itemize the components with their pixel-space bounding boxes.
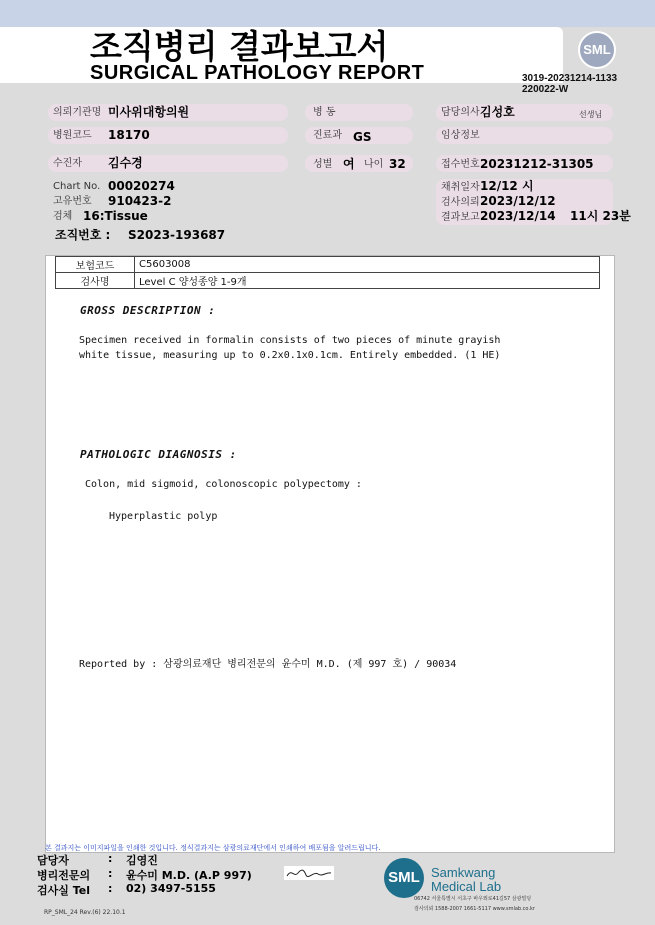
pathologic-diagnosis-heading: PATHOLOGIC DIAGNOSIS :	[80, 448, 237, 461]
gross-description-line2: white tissue, measuring up to 0.2x0.1x0.1cm. Entirely embedded. (1 HE)	[79, 350, 501, 361]
lab-tel-value: 02) 3497-5155	[126, 882, 216, 895]
institution-value: 미사위대항의원	[108, 105, 190, 119]
request-label: 검사의뢰	[441, 197, 480, 208]
brand-address: 06742 서울특별시 서초구 바우뫼로41길57 삼광빌딩	[414, 896, 532, 902]
age-value: 32	[389, 157, 406, 171]
insurance-code-label: 보험코드	[56, 257, 135, 273]
request-value: 2023/12/12	[480, 194, 556, 208]
gross-description-heading: GROSS DESCRIPTION :	[80, 304, 216, 317]
hospital-code-value: 18170	[108, 128, 150, 142]
hospital-code-label: 병원코드	[53, 130, 92, 141]
code-table	[55, 256, 600, 289]
chart-no-value: 00020274	[108, 179, 175, 193]
form-number: RP_SML_24 Rev.(6) 22.10.1	[44, 909, 126, 916]
table-row	[56, 273, 600, 289]
doctor-suffix: 선생님	[579, 110, 603, 119]
chart-no-label: Chart No.	[53, 181, 101, 192]
result-value: 2023/12/14	[480, 209, 556, 223]
patient-value: 김수경	[108, 156, 143, 170]
brand-contact: 검사의뢰 1588-2007 1661-5117 www.smlab.co.kr	[414, 906, 535, 912]
sml-logo-icon: SML	[578, 31, 616, 69]
lab-tel-label: 검사실 Tel	[37, 884, 90, 897]
header-top-strip	[0, 0, 655, 27]
diagnosis-result: Hyperplastic polyp	[109, 511, 218, 522]
result-time: 11시 23분	[570, 209, 631, 223]
ward-label: 병 동	[313, 107, 336, 118]
manager-label: 담당자	[37, 854, 69, 867]
institution-label: 의뢰기관명	[53, 107, 102, 118]
specimen-label: 검체	[53, 211, 73, 222]
receipt-label: 접수번호	[441, 159, 480, 170]
report-title-english: SURGICAL PATHOLOGY REPORT	[90, 62, 425, 84]
unique-no-label: 고유번호	[53, 196, 92, 207]
specimen-value: 16:Tissue	[83, 209, 148, 223]
tissue-no-value: S2023-193687	[128, 228, 226, 242]
test-name-label: 검사명	[56, 273, 135, 289]
manager-colon: :	[108, 852, 113, 865]
collect-label: 채취일자	[441, 182, 480, 193]
reported-by: Reported by : 삼광의료재단 병리전문의 윤수미 M.D. (제 997 호) / 90034	[79, 659, 457, 670]
doctor-label: 담당의사	[441, 107, 480, 118]
pathologist-value: 윤수미 M.D. (A.P 997)	[126, 869, 252, 882]
diagnosis-site: Colon, mid sigmoid, colonoscopic polypectomy :	[85, 479, 362, 490]
doctor-value: 김성호	[480, 105, 515, 119]
lab-tel-colon: :	[108, 882, 113, 895]
image-print-notice: 본 결과지는 이미지파일을 인쇄한 것입니다. 정식결과지는 삼광의료재단에서 인쇄하여 배포됨을 알려드립니다.	[45, 844, 381, 852]
patient-label: 수진자	[53, 158, 82, 169]
manager-value: 김영진	[126, 854, 158, 867]
result-label: 결과보고	[441, 212, 480, 223]
dept-label: 진료과	[313, 130, 342, 141]
collect-value: 12/12 시	[480, 179, 534, 193]
sex-value: 여	[343, 157, 355, 171]
brand-name-line1: Samkwang	[431, 865, 496, 880]
report-number-line2: 220022-W	[522, 84, 569, 95]
clinical-label: 임상정보	[441, 130, 480, 141]
sex-label: 성별	[313, 159, 333, 170]
receipt-value: 20231212-31305	[480, 157, 594, 171]
insurance-code-value: C5603008	[135, 257, 600, 273]
table-row	[56, 257, 600, 273]
pill-patient	[48, 155, 288, 172]
test-name-value: Level C 양성종양 1-9개	[135, 273, 600, 289]
report-number-line1: 3019-20231214-1133	[522, 73, 618, 84]
dept-value: GS	[353, 130, 372, 144]
report-title-korean: 조직병리 결과보고서	[90, 27, 389, 66]
pathologist-label: 병리전문의	[37, 869, 91, 882]
samkwang-logo-icon: SML	[384, 858, 424, 898]
signature-icon	[284, 866, 334, 880]
tissue-no-label: 조직번호 :	[55, 228, 111, 242]
gross-description-line1: Specimen received in formalin consists of two pieces of minute grayish	[79, 335, 501, 346]
brand-name-line2: Medical Lab	[431, 879, 502, 894]
unique-no-value: 910423-2	[108, 194, 172, 208]
age-label: 나이	[364, 159, 384, 170]
pathologist-colon: :	[108, 867, 113, 880]
